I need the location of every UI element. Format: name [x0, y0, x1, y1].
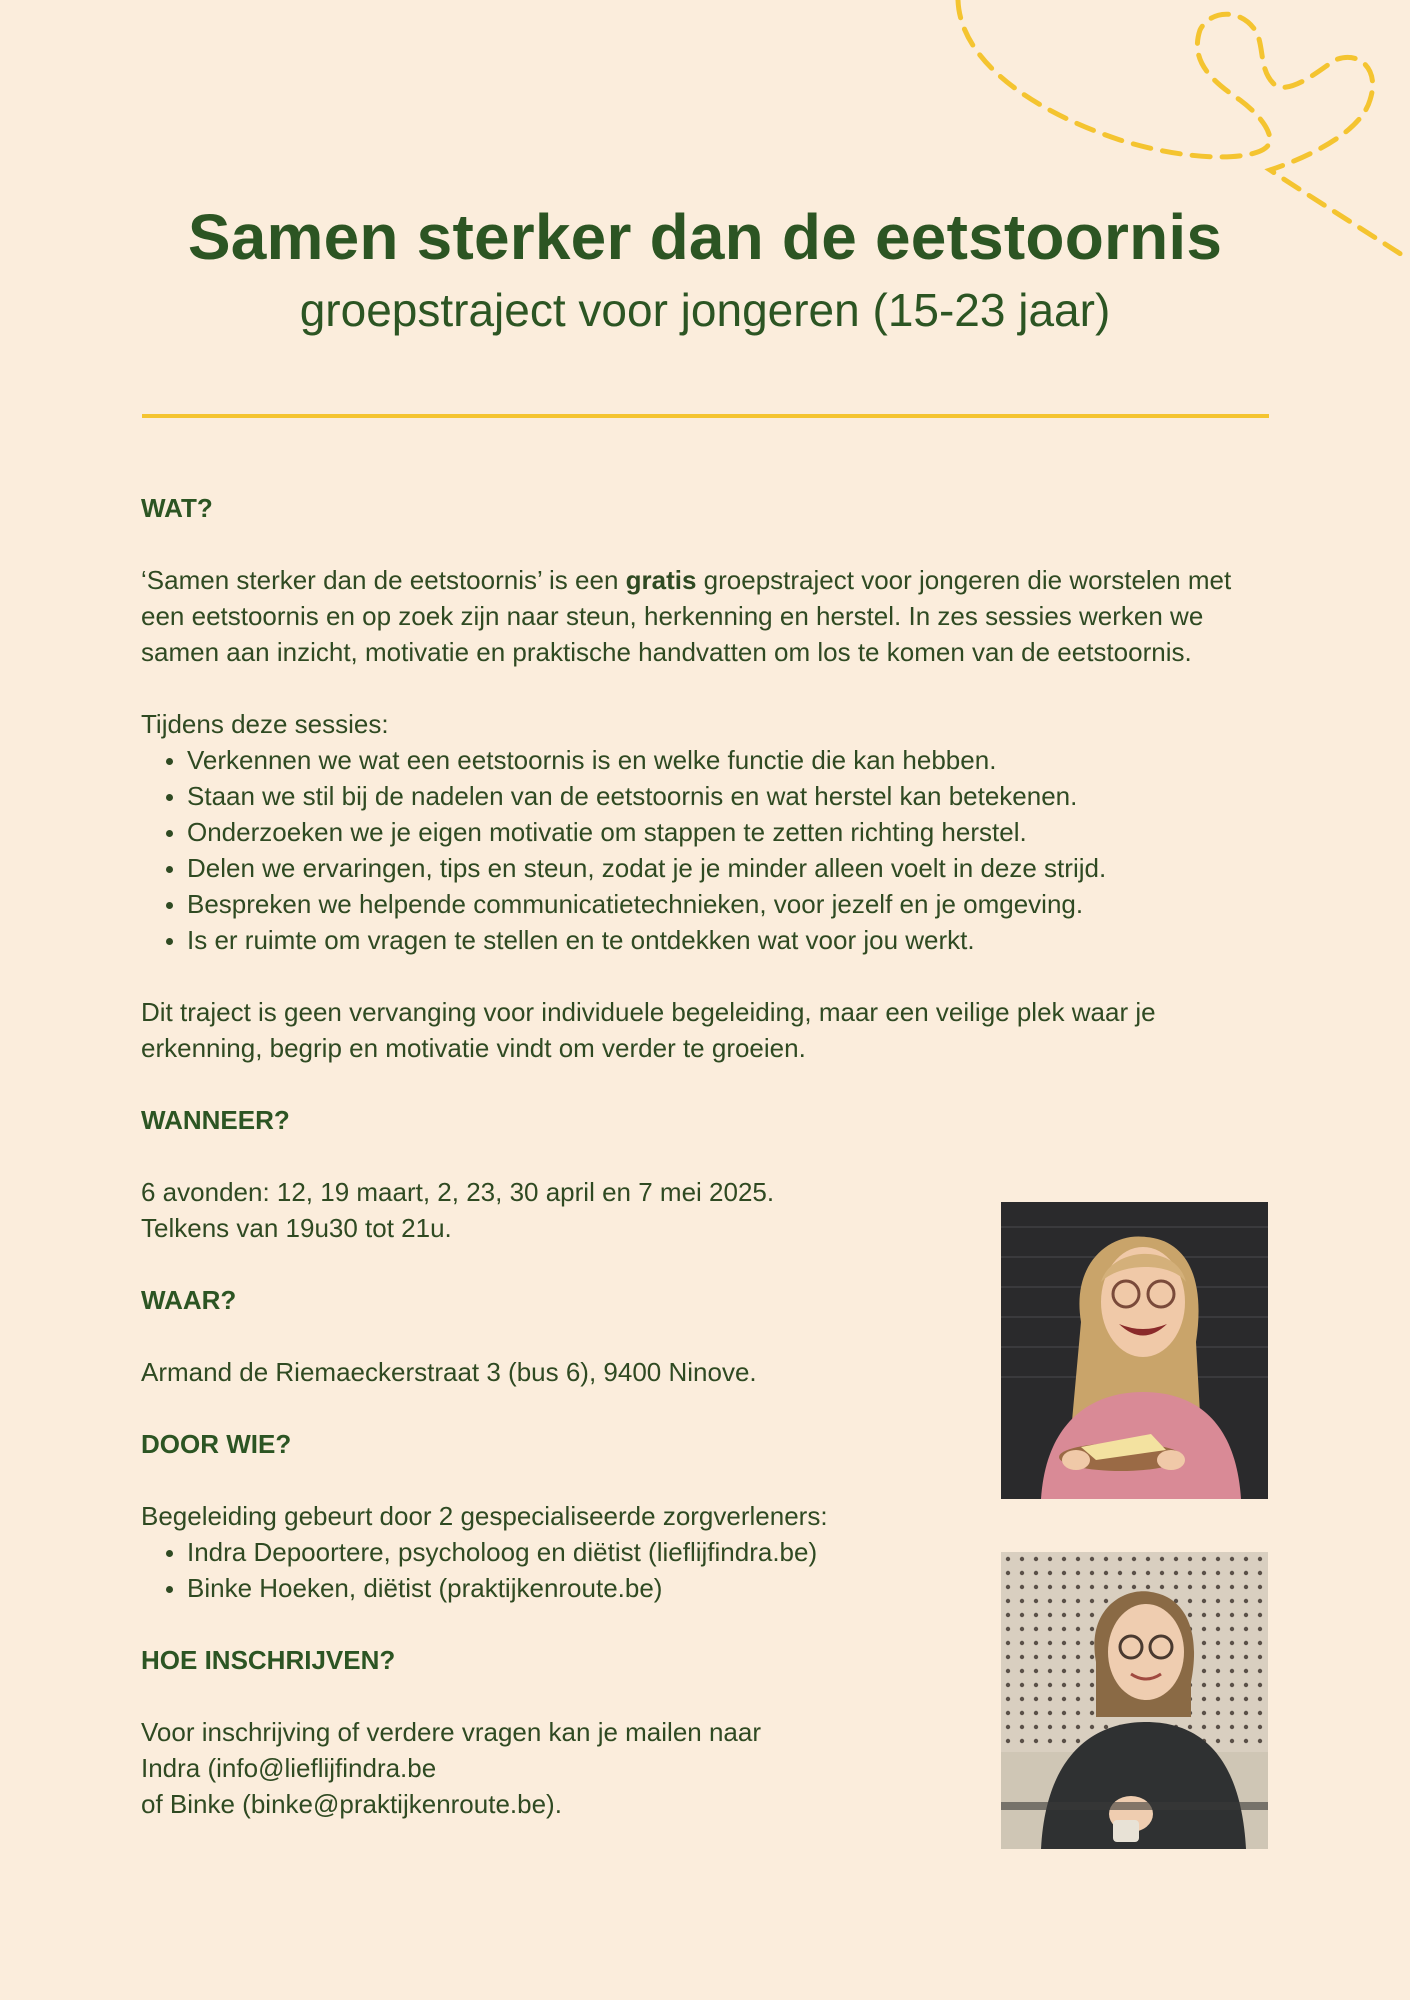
sessions-label: Tijdens deze sessies:	[141, 709, 389, 739]
photo-binke	[1001, 1552, 1268, 1849]
section-heading-wanneer: WANNEER?	[141, 1105, 290, 1135]
list-item: • Onderzoeken we je eigen motivatie om stappen te zetten richting herstel.	[187, 814, 1281, 850]
inschrijven-line-1: Voor inschrijving of verdere vragen kan je mailen naar	[141, 1717, 762, 1747]
list-item: • Staan we stil bij de nadelen van de eetstoornis en wat herstel kan betekenen.	[187, 778, 1281, 814]
wanneer-times: Telkens van 19u30 tot 21u.	[141, 1213, 452, 1243]
list-item: • Binke Hoeken, diëtist (praktijkenroute.be)	[187, 1570, 961, 1606]
waar-address: Armand de Riemaeckerstraat 3 (bus 6), 9400 Ninove.	[141, 1357, 757, 1387]
wat-intro: ‘Samen sterker dan de eetstoornis’ is een gratis groepstraject voor jongeren die worstelen met een eetstoornis en op zoek zijn naar steun, herkenning en herstel. In zes sessies werken we samen aan inzicht, motivatie en praktische handvatten om los te komen van de eetstoornis.	[141, 565, 1232, 667]
page-title: Samen sterker dan de eetstoornis	[187, 201, 1223, 273]
section-heading-waar: WAAR?	[141, 1285, 237, 1315]
list-item: • Verkennen we wat een eetstoornis is en welke functie die kan hebben.	[187, 742, 1281, 778]
wanneer-dates: 6 avonden: 12, 19 maart, 2, 23, 30 april en 7 mei 2025.	[141, 1177, 775, 1207]
people-list	[141, 1534, 961, 1606]
photo-indra	[1001, 1202, 1268, 1499]
door-wie-intro: Begeleiding gebeurt door 2 gespecialiseerde zorgverleners:	[141, 1501, 828, 1531]
wat-closing: Dit traject is geen vervanging voor individuele begeleiding, maar een veilige plek waar je erkenning, begrip en motivatie vindt om verder te groeien.	[141, 997, 1156, 1063]
inschrijven-line-2: Indra (info@lieflijfindra.be	[141, 1753, 437, 1783]
sessions-list	[141, 742, 1281, 958]
inschrijven-line-3: of Binke (binke@praktijkenroute.be).	[141, 1789, 562, 1819]
list-item: • Is er ruimte om vragen te stellen en te ontdekken wat voor jou werkt.	[187, 922, 1281, 958]
list-item: • Delen we ervaringen, tips en steun, zodat je je minder alleen voelt in deze strijd.	[187, 850, 1281, 886]
list-item: • Bespreken we helpende communicatietechnieken, voor jezelf en je omgeving.	[187, 886, 1281, 922]
page-subtitle: groepstraject voor jongeren (15-23 jaar)	[299, 284, 1111, 336]
gratis-emphasis: gratis	[625, 565, 697, 595]
divider	[142, 414, 1269, 418]
section-heading-wat: WAT?	[141, 493, 213, 523]
section-heading-inschrijven: HOE INSCHRIJVEN?	[141, 1645, 396, 1675]
list-item: • Indra Depoortere, psycholoog en diëtist (lieflijfindra.be)	[187, 1534, 961, 1570]
section-heading-door-wie: DOOR WIE?	[141, 1429, 292, 1459]
